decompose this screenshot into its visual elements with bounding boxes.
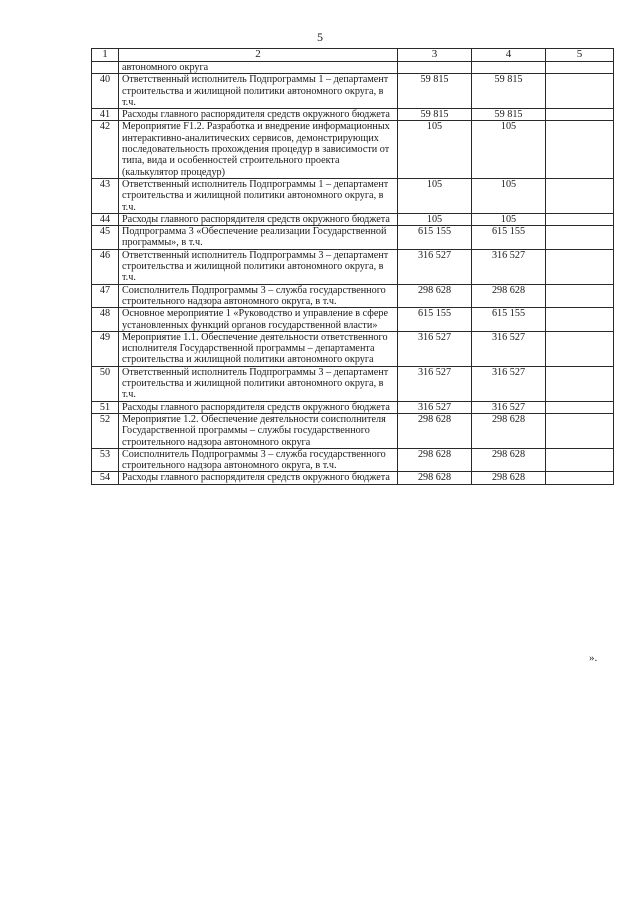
value-col4-cell: 615 155 (472, 308, 546, 332)
table-row (92, 178, 614, 213)
table-row (92, 109, 614, 121)
description-cell: Подпрограмма 3 «Обеспечение реализации Государственной программы», в т.ч. (119, 226, 398, 250)
value-col5-cell (546, 308, 614, 332)
table-row (92, 472, 614, 484)
row-number-cell (92, 62, 119, 74)
value-col5-cell (546, 401, 614, 413)
value-col4-cell: 298 628 (472, 448, 546, 472)
value-col3-cell: 316 527 (398, 249, 472, 284)
value-col5-cell (546, 413, 614, 448)
table-row (92, 308, 614, 332)
value-col4-cell: 316 527 (472, 331, 546, 366)
row-number-cell: 43 (92, 178, 119, 213)
header-cell: 2 (119, 49, 398, 62)
value-col3-cell: 59 815 (398, 109, 472, 121)
value-col5-cell (546, 62, 614, 74)
value-col5-cell (546, 226, 614, 250)
page-number: 5 (317, 30, 323, 44)
value-col4-cell: 316 527 (472, 401, 546, 413)
table-row (92, 331, 614, 366)
value-col5-cell (546, 284, 614, 308)
value-col4-cell: 298 628 (472, 472, 546, 484)
value-col5-cell (546, 178, 614, 213)
value-col4-cell: 105 (472, 121, 546, 178)
description-cell: Мероприятие 1.2. Обеспечение деятельности соисполнителя Государственной программы – службы государственного строительного надзора автономного округа (119, 413, 398, 448)
table-row (92, 62, 614, 74)
row-number-cell: 46 (92, 249, 119, 284)
value-col3-cell: 298 628 (398, 284, 472, 308)
value-col4-cell: 298 628 (472, 413, 546, 448)
description-cell: Ответственный исполнитель Подпрограммы 3 – департамент строительства и жилищной политики автономного округа, в т.ч. (119, 249, 398, 284)
row-number-cell: 53 (92, 448, 119, 472)
value-col3-cell: 298 628 (398, 413, 472, 448)
value-col4-cell: 59 815 (472, 109, 546, 121)
value-col3-cell: 316 527 (398, 401, 472, 413)
table-header-row (92, 49, 614, 62)
value-col3-cell: 105 (398, 121, 472, 178)
row-number-cell: 51 (92, 401, 119, 413)
value-col5-cell (546, 448, 614, 472)
value-col3-cell: 615 155 (398, 308, 472, 332)
description-cell: Ответственный исполнитель Подпрограммы 1 – департамент строительства и жилищной политики автономного округа, в т.ч. (119, 178, 398, 213)
header-cell: 5 (546, 49, 614, 62)
value-col5-cell (546, 74, 614, 109)
value-col5-cell (546, 213, 614, 225)
row-number-cell: 50 (92, 366, 119, 401)
description-cell: Основное мероприятие 1 «Руководство и управление в сфере установленных функций органов государственной власти» (119, 308, 398, 332)
table-row (92, 413, 614, 448)
description-cell: Мероприятие F1.2. Разработка и внедрение информационных интерактивно-аналитических сервисов, демонстрирующих последовательность прохождения процедур в зависимости от типа, вида и особенностей строительного проекта (калькулятор процедур) (119, 121, 398, 178)
description-cell: Ответственный исполнитель Подпрограммы 1 – департамент строительства и жилищной политики автономного округа, в т.ч. (119, 74, 398, 109)
value-col4-cell: 105 (472, 213, 546, 225)
table-row (92, 401, 614, 413)
value-col4-cell: 316 527 (472, 249, 546, 284)
closing-quote: ». (589, 652, 598, 664)
header-cell: 1 (92, 49, 119, 62)
value-col4-cell: 105 (472, 178, 546, 213)
value-col4-cell: 615 155 (472, 226, 546, 250)
value-col5-cell (546, 331, 614, 366)
row-number-cell: 48 (92, 308, 119, 332)
value-col4-cell: 316 527 (472, 366, 546, 401)
value-col4-cell: 298 628 (472, 284, 546, 308)
value-col3-cell: 316 527 (398, 366, 472, 401)
value-col3-cell: 59 815 (398, 74, 472, 109)
value-col3-cell (398, 62, 472, 74)
row-number-cell: 52 (92, 413, 119, 448)
table-row (92, 213, 614, 225)
table-row (92, 284, 614, 308)
value-col5-cell (546, 472, 614, 484)
row-number-cell: 44 (92, 213, 119, 225)
description-cell: Расходы главного распорядителя средств окружного бюджета (119, 213, 398, 225)
description-cell: Ответственный исполнитель Подпрограммы 3 – департамент строительства и жилищной политики автономного округа, в т.ч. (119, 366, 398, 401)
value-col3-cell: 105 (398, 178, 472, 213)
value-col5-cell (546, 249, 614, 284)
row-number-cell: 47 (92, 284, 119, 308)
value-col3-cell: 316 527 (398, 331, 472, 366)
description-cell: Расходы главного распорядителя средств окружного бюджета (119, 401, 398, 413)
value-col5-cell (546, 109, 614, 121)
description-cell: Расходы главного распорядителя средств окружного бюджета (119, 472, 398, 484)
value-col4-cell: 59 815 (472, 74, 546, 109)
row-number-cell: 54 (92, 472, 119, 484)
value-col5-cell (546, 121, 614, 178)
description-cell: Соисполнитель Подпрограммы 3 – служба государственного строительного надзора автономного округа, в т.ч. (119, 284, 398, 308)
value-col3-cell: 298 628 (398, 448, 472, 472)
value-col3-cell: 615 155 (398, 226, 472, 250)
value-col3-cell: 298 628 (398, 472, 472, 484)
header-cell: 3 (398, 49, 472, 62)
data-table (91, 48, 614, 485)
value-col4-cell (472, 62, 546, 74)
row-number-cell: 45 (92, 226, 119, 250)
value-col5-cell (546, 366, 614, 401)
row-number-cell: 49 (92, 331, 119, 366)
table-row (92, 74, 614, 109)
table-row (92, 121, 614, 178)
value-col3-cell: 105 (398, 213, 472, 225)
description-cell: Расходы главного распорядителя средств окружного бюджета (119, 109, 398, 121)
header-cell: 4 (472, 49, 546, 62)
row-number-cell: 40 (92, 74, 119, 109)
row-number-cell: 41 (92, 109, 119, 121)
table-row (92, 226, 614, 250)
table-row (92, 249, 614, 284)
table-row (92, 366, 614, 401)
description-cell: Мероприятие 1.1. Обеспечение деятельности ответственного исполнителя Государственной программы – департамента строительства и жилищной политики автономного округа (119, 331, 398, 366)
description-cell: Соисполнитель Подпрограммы 3 – служба государственного строительного надзора автономного округа, в т.ч. (119, 448, 398, 472)
table-row (92, 448, 614, 472)
description-cell: автономного округа (119, 62, 398, 74)
row-number-cell: 42 (92, 121, 119, 178)
